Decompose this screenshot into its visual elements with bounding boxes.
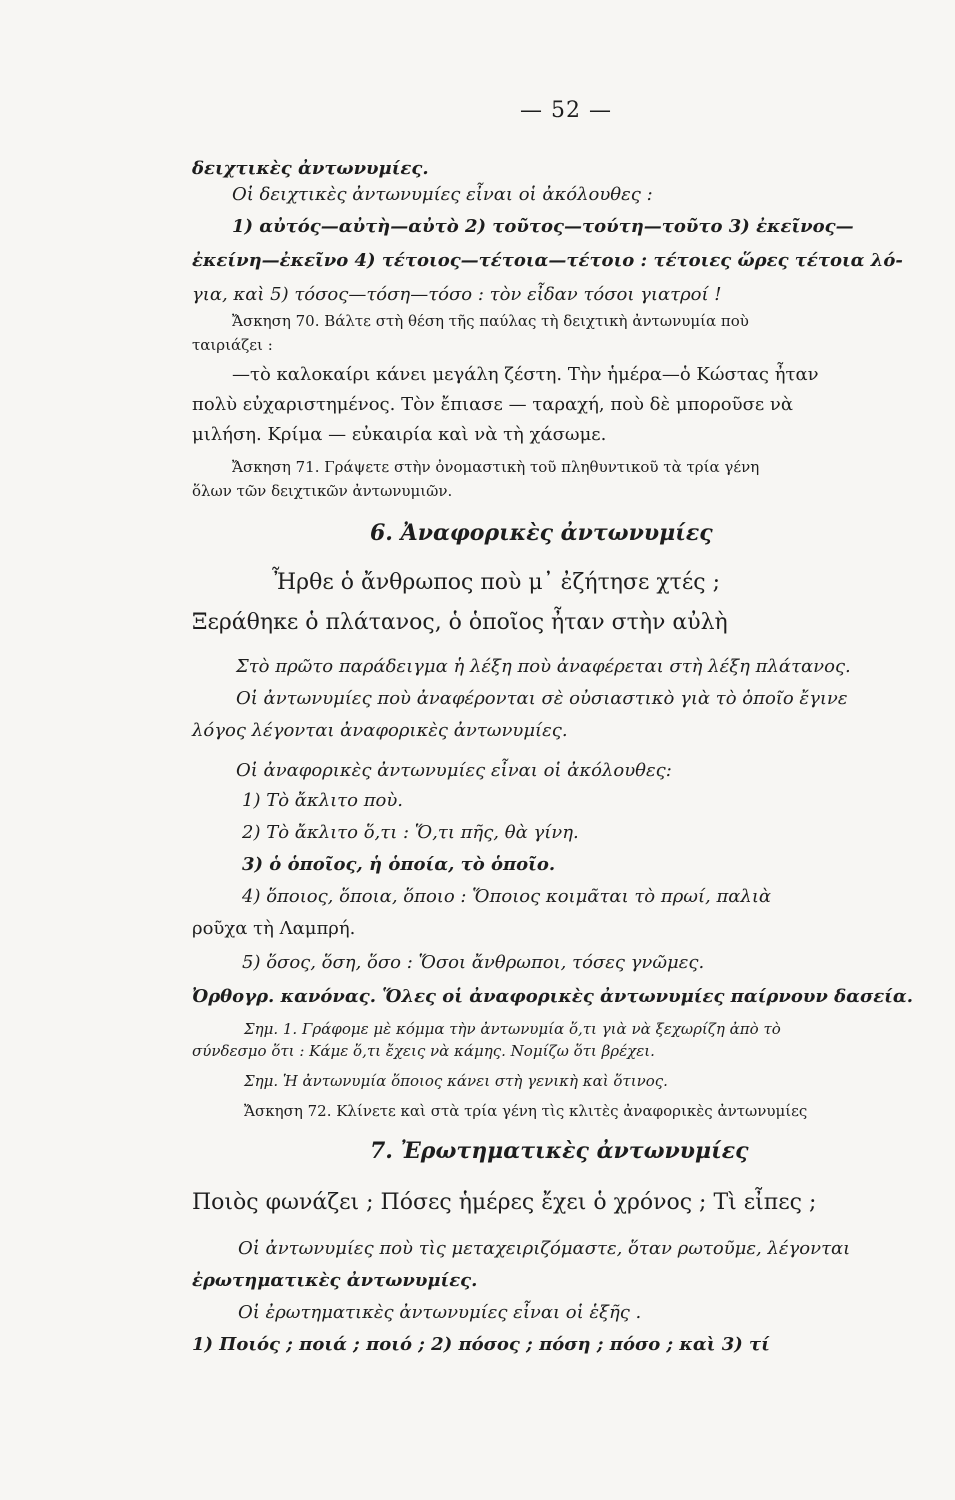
- note-1: Σημ. 1. Γράφομε μὲ κόμμα τὴν ἀντωνυμία ὅ,τι γιὰ νὰ ξεχωρίζη ἀπὸ τὸ: [244, 1020, 781, 1038]
- exercise-line: —τὸ καλοκαίρι κάνει μεγάλη ζέστη. Τὴν ἡμέρα—ὁ Κώστας ἦταν: [232, 364, 819, 385]
- page-number: — 52 —: [520, 98, 612, 123]
- example-line: Ποιὸς φωνάζει ; Πόσες ἡμέρες ἔχει ὁ χρόνος ; Τὶ εἶπες ;: [192, 1190, 817, 1215]
- exercise-line: πολὺ εὐχαριστημένος. Τὸν ἔπιασε — ταραχή, ποὺ δὲ μποροῦσε νὰ: [192, 394, 794, 415]
- paragraph-line: Οἱ ἀντωνυμίες ποὺ τὶς μεταχειριζόμαστε, ὅταν ρωτοῦμε, λέγονται: [238, 1238, 851, 1259]
- paragraph-line: ἐρωτηματικὲς ἀντωνυμίες.: [192, 1270, 478, 1291]
- exercise-70: Ἄσκηση 70. Βάλτε στὴ θέση τῆς παύλας τὴ δειχτικὴ ἀντωνυμία ποὺ: [232, 312, 749, 330]
- example-line: Ἦρθε ὁ ἄνθρωπος ποὺ μ᾽ ἐζήτησε χτές ;: [272, 570, 720, 595]
- section-heading-relative: 6. Ἀναφορικὲς ἀντωνυμίες: [370, 520, 713, 546]
- list-line: για, καὶ 5) τόσος—τόση—τόσο : τὸν εἶδαν τόσοι γιατροί !: [192, 284, 722, 305]
- paragraph-line: Οἱ ἐρωτηματικὲς ἀντωνυμίες εἶναι οἱ ἑξῆς .: [238, 1302, 642, 1323]
- list-item: 4) ὅποιος, ὅποια, ὅποιο : Ὅποιος κοιμᾶται τὸ πρωί, παλιὰ: [242, 886, 772, 907]
- list-item-continued: ροῦχα τὴ Λαμπρή.: [192, 918, 356, 939]
- paragraph-line: λόγος λέγονται ἀναφορικὲς ἀντωνυμίες.: [192, 720, 568, 741]
- paragraph-line: Οἱ ἀντωνυμίες ποὺ ἀναφέρονται σὲ οὐσιαστικὸ γιὰ τὸ ὁποῖο ἔγινε: [236, 688, 848, 709]
- section-heading-demonstrative: δειχτικὲς ἀντωνυμίες.: [192, 158, 429, 179]
- paragraph-line: Οἱ ἀναφορικὲς ἀντωνυμίες εἶναι οἱ ἀκόλουθες:: [236, 760, 672, 781]
- paragraph-line: Οἱ δειχτικὲς ἀντωνυμίες εἶναι οἱ ἀκόλουθες :: [232, 184, 653, 205]
- exercise-71: Ἄσκηση 71. Γράψετε στὴν ὀνομαστικὴ τοῦ πληθυντικοῦ τὰ τρία γένη: [232, 458, 760, 476]
- spelling-rule: Ὀρθογρ. κανόνας. Ὅλες οἱ ἀναφορικὲς ἀντωνυμίες παίρνουν δασεία.: [192, 986, 914, 1007]
- example-line: Ξεράθηκε ὁ πλάτανος, ὁ ὁποῖος ἦταν στὴν αὐλὴ: [192, 610, 728, 635]
- list-item: 2) Τὸ ἄκλιτο ὅ,τι : Ὅ,τι πῆς, θὰ γίνη.: [242, 822, 579, 843]
- note-2: Σημ. Ἡ ἀντωνυμία ὅποιος κάνει στὴ γενικὴ καὶ ὅτινος.: [244, 1072, 668, 1090]
- list-line: ἐκείνη—ἐκεῖνο 4) τέτοιος—τέτοια—τέτοιο : τέτοιες ὥρες τέτοια λό-: [192, 250, 903, 271]
- list-item: 1) Τὸ ἄκλιτο ποὺ.: [242, 790, 404, 811]
- exercise-line: ταιριάζει :: [192, 336, 273, 354]
- list-line: 1) αὐτός—αὐτὴ—αὐτὸ 2) τοῦτος—τούτη—τοῦτο 3) ἐκεῖνος—: [232, 216, 854, 237]
- list-item: 5) ὅσος, ὅση, ὅσο : Ὅσοι ἄνθρωποι, τόσες γνῶμες.: [242, 952, 705, 973]
- note-line: σύνδεσμο ὅτι : Κάμε ὅ,τι ἔχεις νὰ κάμης. Νομίζω ὅτι βρέχει.: [192, 1042, 655, 1060]
- paragraph-line: Στὸ πρῶτο παράδειγμα ἡ λέξη ποὺ ἀναφέρεται στὴ λέξη πλάτανος.: [236, 656, 851, 677]
- list-item: 3) ὁ ὁποῖος, ἡ ὁποία, τὸ ὁποῖο.: [242, 854, 556, 875]
- exercise-72: Ἄσκηση 72. Κλίνετε καὶ στὰ τρία γένη τὶς κλιτὲς ἀναφορικὲς ἀντωνυμίες: [244, 1102, 808, 1120]
- exercise-line: μιλήση. Κρίμα — εὐκαιρία καὶ νὰ τὴ χάσωμε.: [192, 424, 607, 445]
- exercise-line: ὅλων τῶν δειχτικῶν ἀντωνυμιῶν.: [192, 482, 453, 500]
- section-heading-interrogative: 7. Ἐρωτηματικὲς ἀντωνυμίες: [370, 1138, 749, 1164]
- list-line: 1) Ποιός ; ποιά ; ποιό ; 2) πόσος ; πόση ; πόσο ; καὶ 3) τί: [192, 1334, 770, 1355]
